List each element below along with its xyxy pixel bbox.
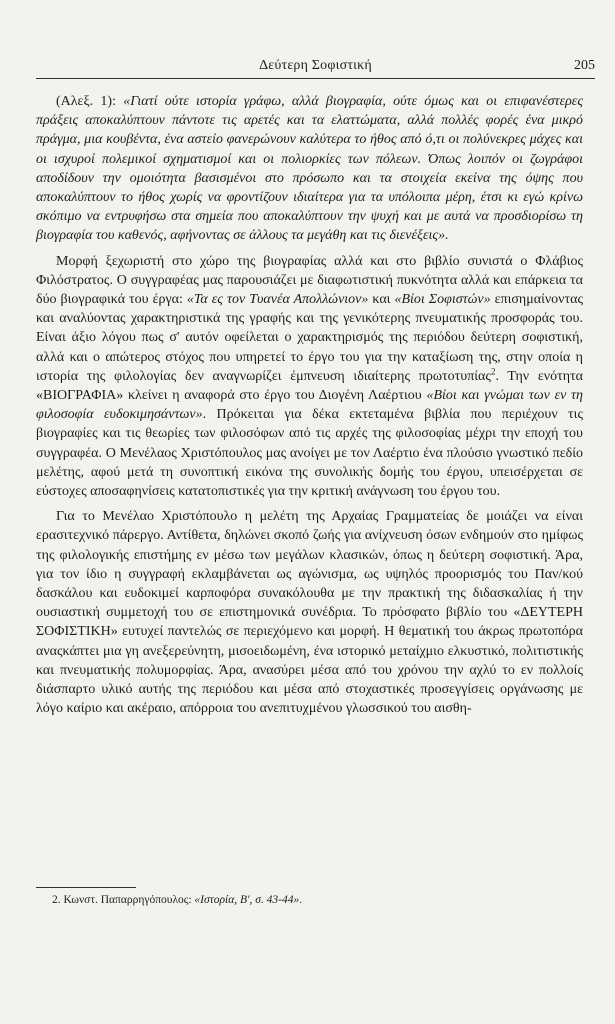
- work-title-apollonius: «Τα ες τον Τυανέα Απολλώνιον»: [186, 292, 369, 308]
- paragraph-christopoulos: Για το Μενέλαο Χριστόπουλο η μελέτη της Αρχαίας Γραμματείας δε μοιάζει να είναι ερασιτεχνικό πάρεργο. Αντίθετα, δηλώνει σκοπό ζωής για ανίχνευση όσων ενδημούν στο ημίφως της φιλολογικής επιστήμης εν μέσω των μεγάλων κλασικών, όπως η δεύτερη σοφιστική. Άρα, για τον ίδιο η συγγραφή εκλαμβάνεται ως αγώνισμα, ως υψηλός προορισμός του Παν/κού δασκάλου και ευδοκιμεί καρποφόρα συνακόλουθα με την πρακτική της διδασκαλίας ή την ουσιαστική συμμετοχή του σε επιστημονικά συνέδρια. Το πρόσφατο βιβλίο του «ΔΕΥΤΕΡΗ ΣΟΦΙΣΤΙΚΗ» ευτυχεί παντελώς σε περιεχόμενο και μορφή. Η θεματική του άκρως πρωτοπόρα αναςκάπτει μια γη ανεξερεύνητη, μισοειδωμένη, ένα ιστορικό μεταίχμιο ελκυστικό, πολιτιστικής και πνευματικής πολυμορφίας. Άρα, ανασύρει μέσα από του χρόνου την αχλύ το εν πολλοίς διάσπαρτο υλικό αυτής της περιόδου και μέσα από στοχαστικές προσεγγίσεις οργάνωσης με λόγο καίριο και ακέραιο, απόρροια του ανεπιτυχμένου γλωσσικού του αισθη-: [36, 509, 583, 717]
- footnote-title: «Ιστορία, Β', σ. 43-44»: [194, 894, 300, 906]
- quote-text: «Γιατί ούτε ιστορία γράφω, αλλά βιογραφία, ούτε όμως και οι επιφανέστερες πράξεις αποκαλύπτουν πάντοτε τις αρετές και τα ελαττώματα, αλλά πολλές φορές ένα μικρό πράγμα, μια κουβέντα, ένα αστείο φανερώνουν καλύτερα το ήθος από ό,τι οι πολύνεκρες μάχες και οι ισχυροί πολεμικοί σχηματισμοί και οι πολιορκίες των πόλεων. Όπως λοιπόν οι ζωγράφοι αποδίδουν την ομοιότητα βασισμένοι στο πρόσωπο και τα στοιχεία εκείνα της όψης που αποκαλύπτουν το ήθος χωρίς να φροντίζουν ιδιαίτερα για τα υπόλοιπα μέρη, έτσι κι εγώ κρίνω σκόπιμο να εντρυφήσω στα σημεία που αποκαλύπτουν την ψυχή και με αυτά να προσδιορίσω τη βιογραφία του καθενός, αφήνοντας σε άλλους τα μεγάθη και τις διενέξεις».: [36, 94, 583, 244]
- footnote-suffix: .: [299, 894, 303, 906]
- footnote: [52, 893, 583, 908]
- running-title: Δεύτερη Σοφιστική: [259, 58, 372, 73]
- footnote-rule: [36, 887, 136, 888]
- header-rule: [36, 78, 595, 79]
- para2-text-1: Μορφή ξεχωριστή στο χώρο της βιογραφίας αλλά και στο βιβλίο συνιστά ο Φλάβιος Φιλόστρατος. Ο συγγραφέας μας παρουσιάζει με διαφωτιστική πυκνότητα αλλά και επάρκεια τα δύο βιογραφικά του έργα:: [36, 253, 583, 308]
- running-head: [36, 58, 595, 76]
- page-number: 205: [574, 58, 595, 73]
- footnote-prefix: 2. Κωνστ. Παπαρρηγόπουλος:: [52, 894, 195, 906]
- para2-text-3: επισημαίνοντας και αναλύοντας χαρακτηριστικά της γραφής και της γενικότερης πνευματικής προσφοράς του. Είναι άξιο λόγου πως σ' αυτόν οφείλεται ο χαρακτηρισμός της περιόδου δεύτερη σοφιστική, αλλά και ο απώτερος στόχος που υπηρετεί το έργο του για την καταξίωση της, στην οποία η ιστορία της φιλολογίας δεν αναγνωρίζει έμπνευση ιδιαίτερης πρωτοτυπίας: [36, 292, 584, 384]
- para2-text-5: . Πρόκειται για δέκα εκτεταμένα βιβλία που περιέχουν τις βιογραφίες και τις θεωρίες των φιλοσόφων από τις αρχές της φιλοσοφίας μέχρι την εποχή του συγγραφέα. Ο Μενέλαος Χριστόπουλος μας ανοίγει με τον Λαέρτιο ένα πλούσιο γνωστικό πεδίο μελέτης, αφού μετά τη συνοπτική εικόνα της συνολικής δομής του έργου, υπεισέρχεται σε εύστοχες αποσαφηνίσεις κατατοπιστικές για την κριτική ανάγνωση του έργου του.: [36, 407, 583, 500]
- quote-paragraph: [36, 92, 583, 246]
- quote-reference: (Αλεξ. 1):: [56, 94, 124, 109]
- footnote-marker: 2: [490, 366, 496, 377]
- para2-text-4: . Την ενότητα «ΒΙΟΓΡΑΦΙΑ» κλείνει η αναφορά στο έργο του Διογένη Λαέρτιου: [36, 368, 583, 404]
- paragraph-philostratus: [36, 252, 583, 502]
- work-title-diogenes: «Βίοι και γνώμαι των εν τη φιλοσοφία ευδοκιμησάντων»: [36, 388, 583, 423]
- work-title-lives-of-sophists: «Βίοι Σοφιστών»: [394, 292, 491, 308]
- para2-text-2: και: [368, 292, 395, 308]
- body-text: [36, 92, 583, 725]
